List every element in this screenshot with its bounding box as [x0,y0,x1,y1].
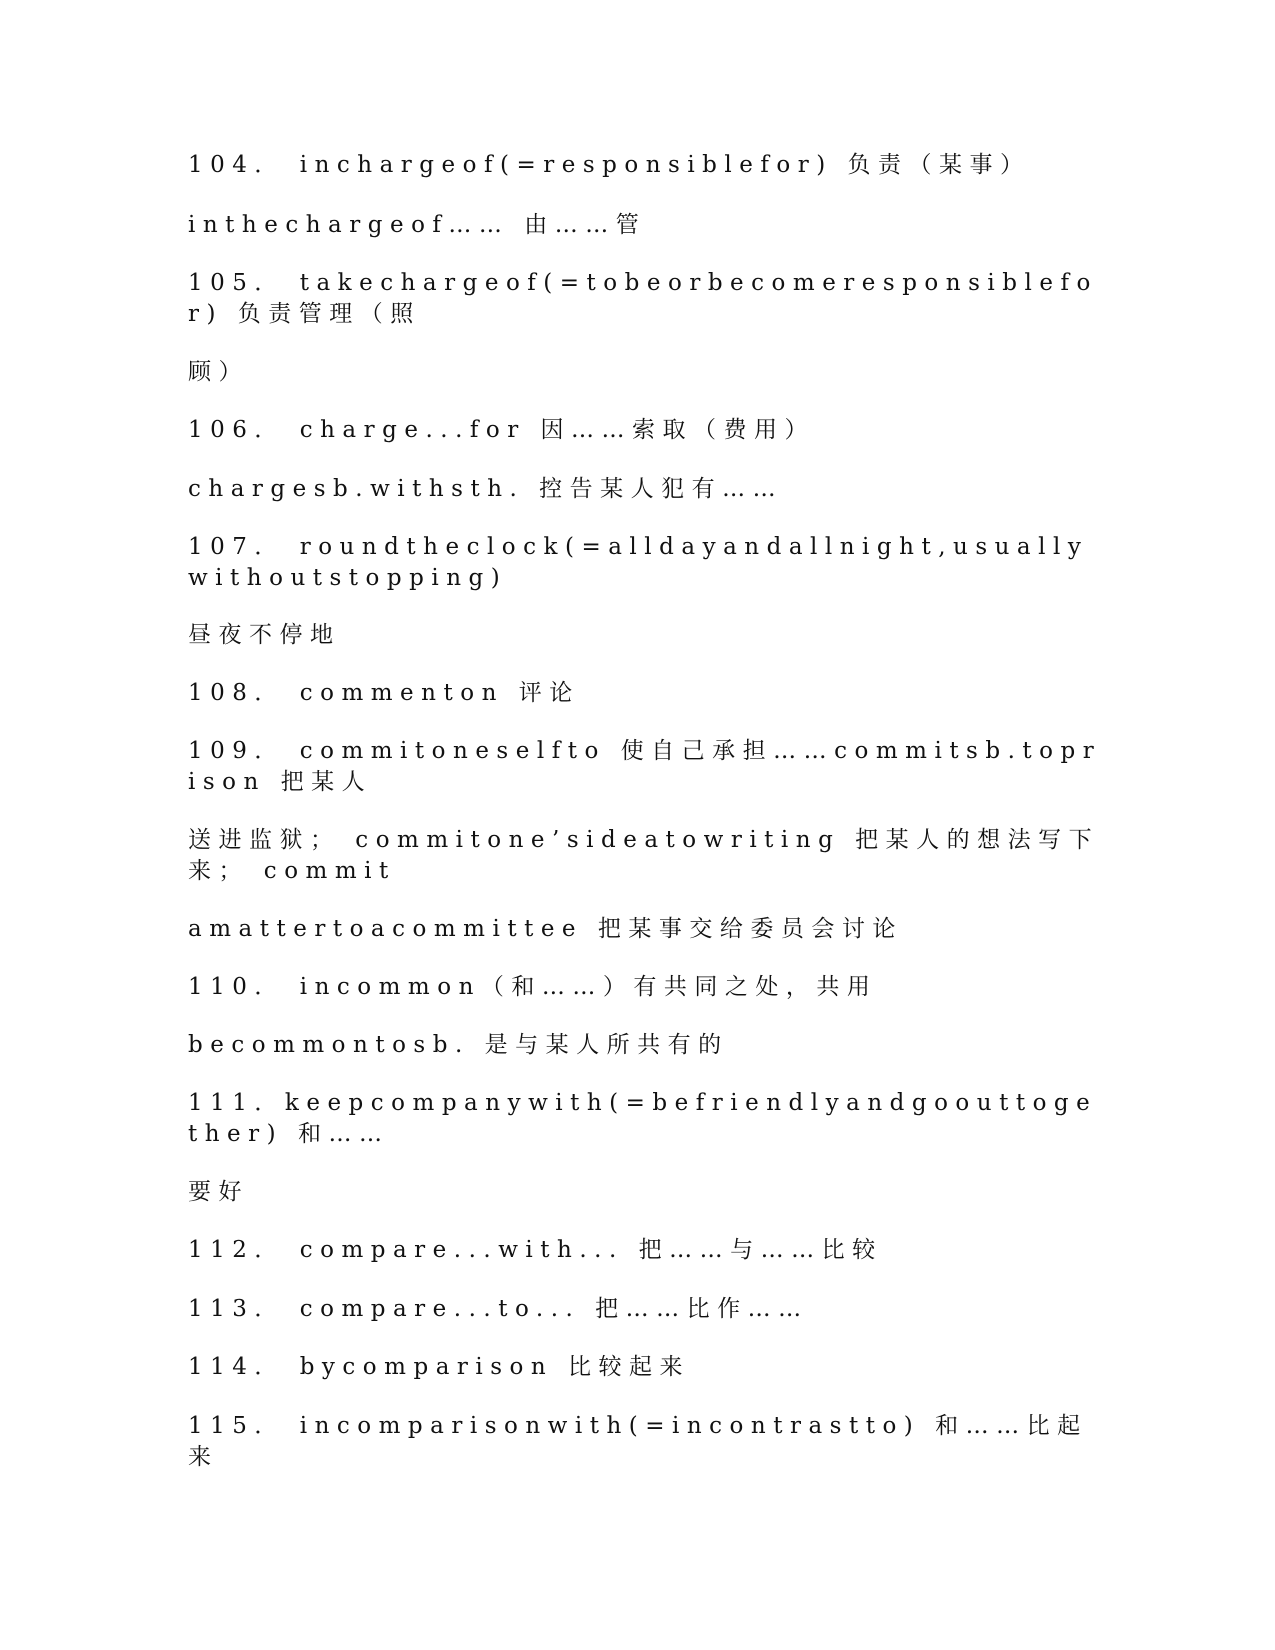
entry-109-line: 109． commitoneselfto 使自己承担……commitsb.toprison 把某人 [188,738,1102,795]
entry-110-line: 110． incommon（和……）有共同之处，共用 [188,974,878,1000]
entry-114-line: 114． bycomparison 比较起来 [188,1354,691,1380]
entry-107-continuation: 昼夜不停地 [188,622,341,648]
entry-111-continuation: 要好 [188,1179,249,1205]
entry-109-continuation: 送进监狱； commitone’sideatowriting 把某人的想法写下来； commit [188,827,1100,884]
entry-108-line: 108． commenton 评论 [188,680,580,706]
entry-109-continuation-2: amattertoacommittee 把某事交给委员会讨论 [188,916,903,942]
entry-111-line: 111．keepcompanywith(=befriendlyandgoouttogether) 和…… [188,1090,1098,1147]
entry-105-continuation: 顾） [188,359,249,385]
entry-104-subline: inthechargeof…… 由……管 [188,212,647,238]
entry-115-line: 115． incomparisonwith(=incontrastto) 和……比起来 [188,1413,1088,1470]
entry-106-line: 106． charge...for 因……索取（费用） [188,417,816,443]
entry-112-line: 112． compare...with... 把……与……比较 [188,1237,883,1263]
entry-113-line: 113． compare...to... 把……比作…… [188,1296,809,1322]
entry-106-subline: chargesb.withsth. 控告某人犯有…… [188,476,784,502]
entry-110-subline: becommontosb. 是与某人所共有的 [188,1032,729,1058]
entry-107-line: 107． roundtheclock(=alldayandallnight,usuallywithoutstopping) [188,534,1089,591]
entry-104-line: 104． inchargeof(=responsiblefor) 负责（某事） [188,152,1031,178]
entry-105-line: 105． takechargeof(=tobeorbecomeresponsiblefor) 负责管理（照 [188,270,1098,327]
